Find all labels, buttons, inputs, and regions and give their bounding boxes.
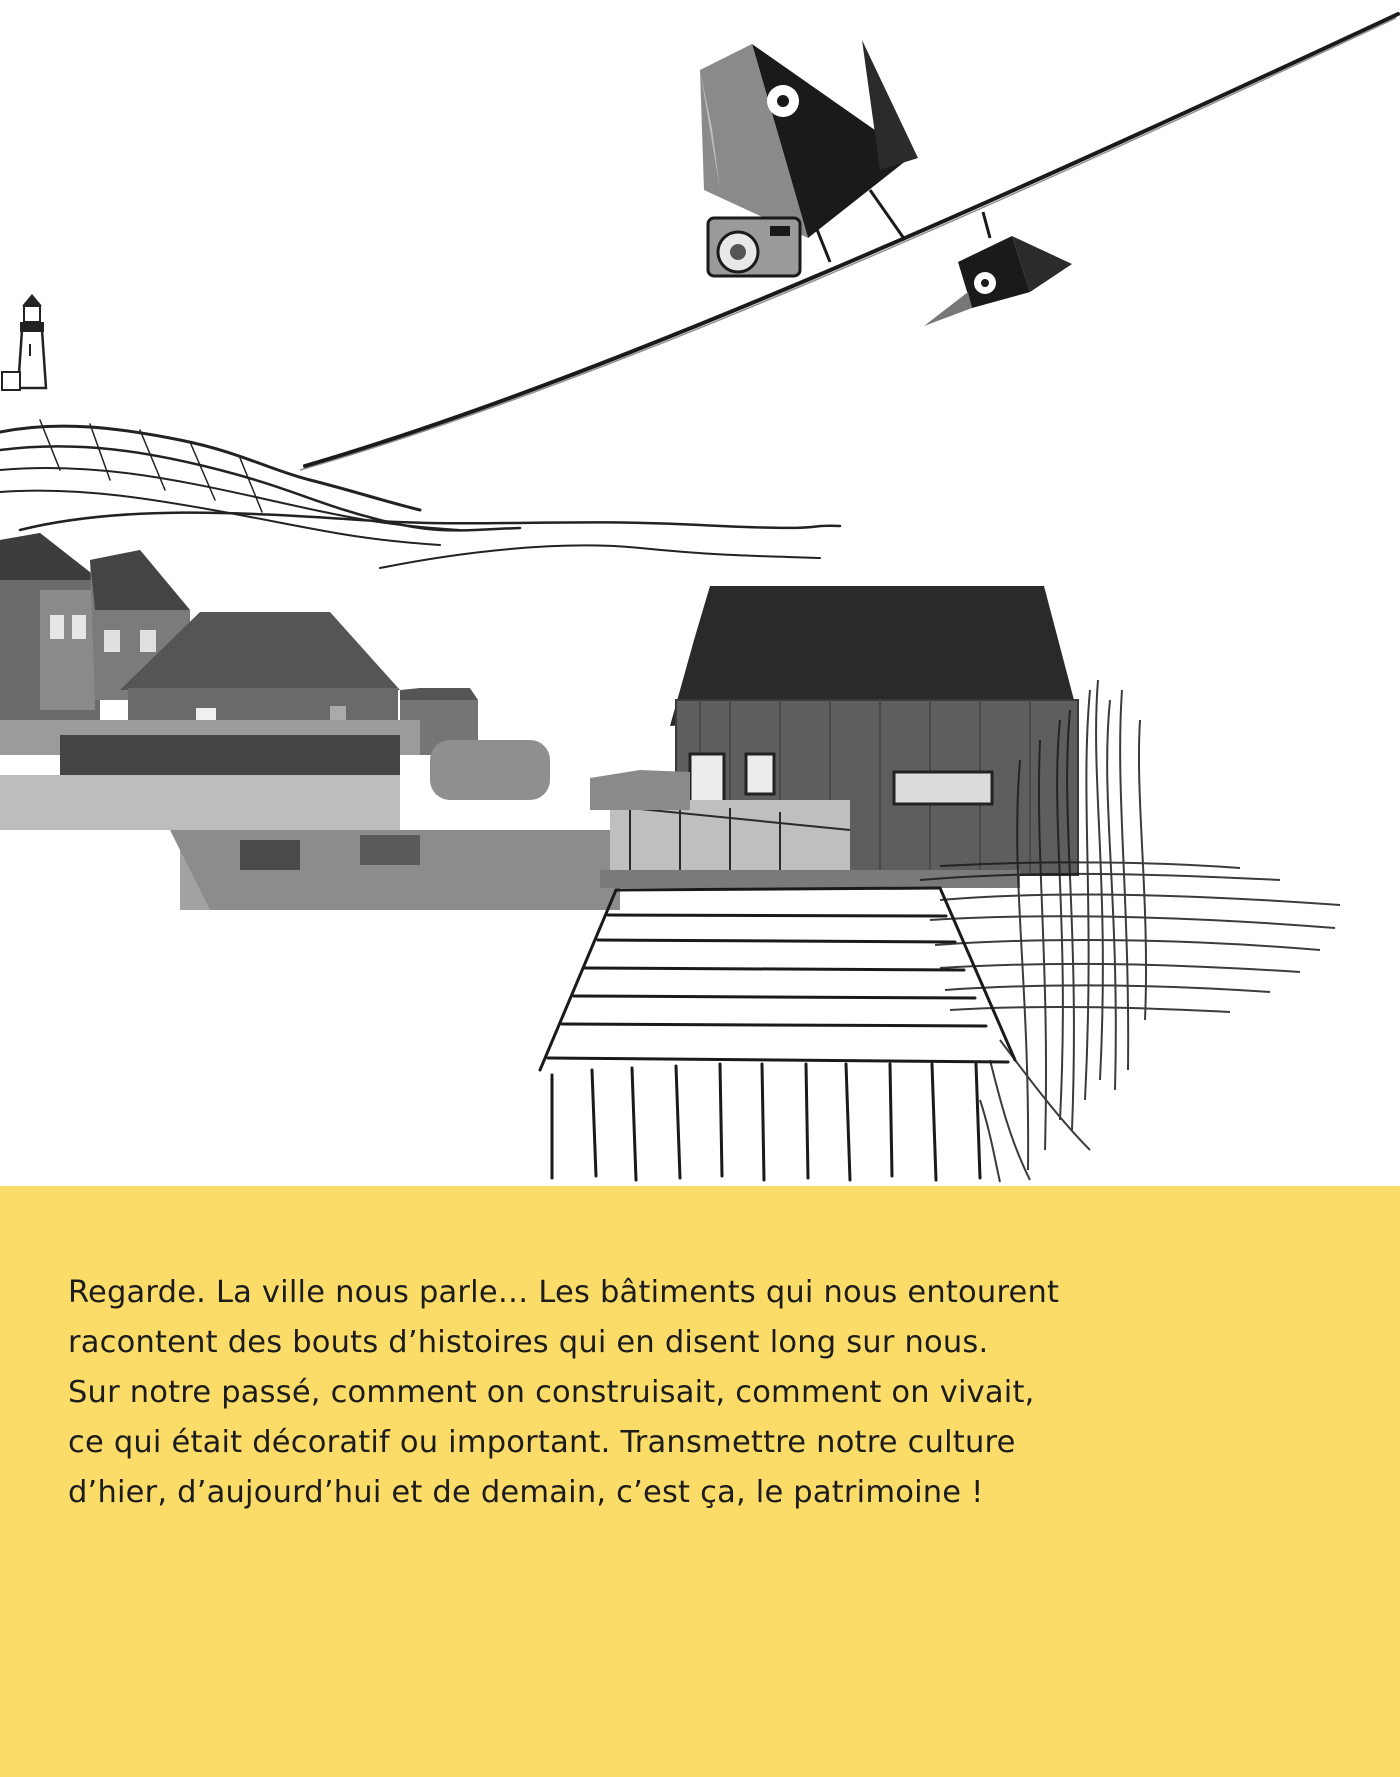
wire-line-texture (300, 18, 1396, 470)
lighthouse-icon (2, 294, 46, 390)
houses-icon (0, 533, 620, 910)
intro-line: racontent des bouts d’histoires qui en disent long sur nous. (68, 1325, 989, 1360)
wire-line (305, 14, 1398, 466)
fishing-shed-icon (590, 586, 1078, 888)
text-panel (0, 1186, 1400, 1777)
cliff-sketch (0, 420, 840, 568)
intro-line: Regarde. La ville nous parle… Les bâtiments qui nous entourent (68, 1275, 1060, 1310)
wharf-icon (540, 888, 1015, 1180)
intro-line: ce qui était décoratif ou important. Transmettre notre culture (68, 1425, 1016, 1460)
small-bird-icon (924, 212, 1072, 326)
intro-line: d’hier, d’aujourd’hui et de demain, c’est ça, le patrimoine ! (68, 1475, 984, 1510)
bird-with-camera-icon (700, 40, 918, 276)
intro-paragraph (68, 1268, 1308, 1518)
intro-line: Sur notre passé, comment on construisait, comment on vivait, (68, 1375, 1035, 1410)
